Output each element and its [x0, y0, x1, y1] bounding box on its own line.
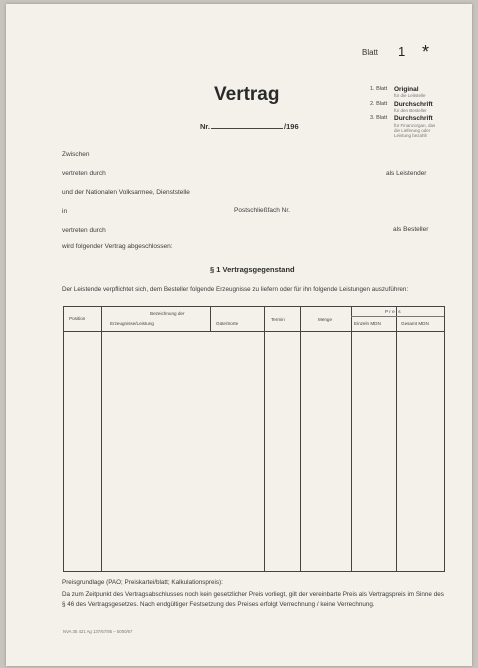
- col-preis-header: P r e i s: [385, 309, 401, 314]
- contract-number-field[interactable]: [200, 121, 299, 131]
- nr-label: Nr.: [200, 122, 211, 131]
- als-besteller-label: als Besteller: [393, 226, 429, 233]
- nr-blank-line[interactable]: [211, 121, 283, 129]
- contract-form-sheet: [6, 4, 472, 666]
- copy-note: für Finanzorgan, das die Lieferung oder Leistung bezahlt: [394, 122, 436, 139]
- copy-note: für die Leitstelle: [394, 93, 426, 99]
- als-leistender-label: als Leistender: [386, 170, 427, 177]
- postfach-label: Postschließfach Nr.: [234, 207, 290, 214]
- copy-item: [370, 101, 440, 114]
- table-header-divider: [64, 331, 444, 332]
- print-code: NVA 35 421 Ag 137/67/85 – 5000/67: [63, 629, 133, 634]
- preisgrundlage-text: Preisgrundlage (PAO; Preiskartei/blatt; Kalkulationspreis):: [62, 579, 223, 586]
- col-bezeichnung-header: Bezeichnung der: [150, 311, 185, 316]
- copy-name: Durchschrift: [394, 100, 433, 108]
- column-divider: [351, 307, 352, 571]
- copy-name: Original: [394, 86, 419, 93]
- section-title: § 1 Vertragsgegenstand: [210, 265, 295, 274]
- column-divider: [396, 307, 397, 571]
- copy-note: für den Besteller: [394, 108, 427, 114]
- blatt-label: Blatt: [362, 48, 379, 57]
- blatt-mark: *: [422, 42, 430, 62]
- vertreten-durch-label: vertreten durch: [62, 227, 106, 234]
- section-intro: Der Leistende verpflichtet sich, dem Besteller folgende Erzeugnisse zu liefern oder für ihn folgende Leistungen auszuführen:: [62, 286, 409, 293]
- col-position-header: Position: [69, 316, 86, 321]
- column-divider: [264, 307, 265, 571]
- col-erzeugnisse-header: Erzeugnisse/Leistung: [110, 321, 154, 326]
- copy-number: 1. Blatt: [370, 86, 388, 92]
- in-label: in: [62, 208, 68, 215]
- column-divider: [210, 307, 211, 331]
- nr-suffix: /196: [284, 122, 299, 131]
- form-title: Vertrag: [214, 84, 280, 105]
- copy-item: [370, 86, 440, 99]
- col-einzeln-header: Einzeln MDN: [354, 321, 381, 326]
- column-divider: [300, 307, 301, 571]
- column-divider: [101, 307, 102, 571]
- abgeschlossen-text: wird folgender Vertrag abgeschlossen:: [62, 243, 173, 250]
- copy-name: Durchschrift: [394, 115, 433, 123]
- copy-number: 3. Blatt: [370, 115, 388, 122]
- blatt-number: 1: [398, 44, 406, 59]
- copy-distribution-list: [370, 86, 440, 140]
- copy-item: [370, 115, 440, 138]
- vertreten-durch-label: vertreten durch: [62, 170, 106, 177]
- col-gesamt-header: Gesamt MDN: [401, 321, 429, 326]
- col-termin-header: Termin: [271, 317, 285, 322]
- zwischen-label: Zwischen: [62, 151, 90, 158]
- col-guete-header: Güte/Sorte: [216, 321, 239, 326]
- price-subheader-line: [351, 316, 444, 317]
- price-clause-text: Da zum Zeitpunkt des Vertragsabschlusses noch kein gesetzlicher Preis vorliegt, gilt der vereinbarte Preis als Vertragspreis im Sinne des § 46 des Vertragsgesetzes. Nach endgültiger Festsetzung des Preises erfolgt Verrechnung / keine Verrechnung.: [62, 591, 444, 608]
- dienststelle-label: und der Nationalen Volksarmee, Dienststelle: [62, 189, 190, 196]
- items-table[interactable]: [63, 306, 445, 572]
- col-menge-header: Menge: [318, 317, 333, 322]
- copy-number: 2. Blatt: [370, 100, 388, 107]
